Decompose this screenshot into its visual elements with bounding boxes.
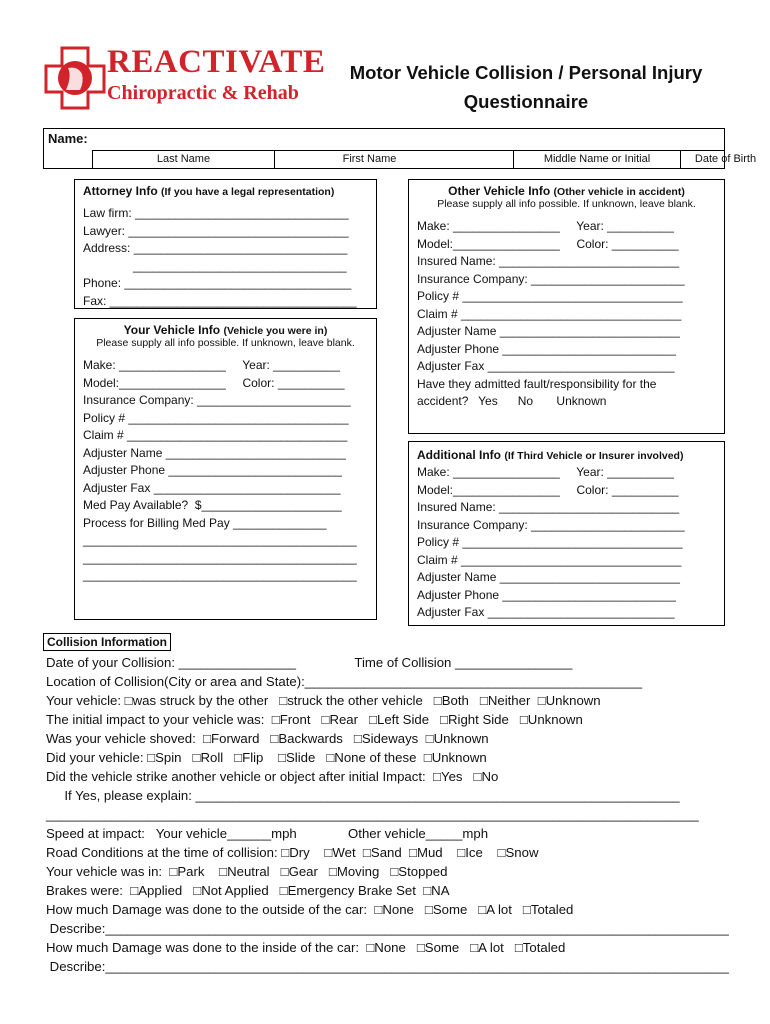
attorney-heading-text: Attorney Info: [83, 184, 158, 198]
other-vehicle-fields[interactable]: [417, 218, 718, 411]
attorney-heading-note: (If you have a legal representation): [161, 186, 335, 198]
other-vehicle-heading-note: (Other vehicle in accident): [553, 186, 685, 198]
title-line-2: Questionnaire: [463, 91, 589, 112]
additional-line[interactable]: Adjuster Fax ____________________________: [417, 605, 675, 619]
additional-line[interactable]: Insured Name: ___________________________: [417, 500, 680, 514]
name-label: Name:: [48, 131, 88, 146]
logo: [44, 44, 326, 114]
dob-label: Date of Birth: [680, 151, 770, 169]
your-vehicle-line[interactable]: Adjuster Fax ____________________________: [83, 480, 341, 495]
other-vehicle-line[interactable]: Policy # _________________________________: [417, 289, 683, 303]
outside-damage-describe[interactable]: Describe:_____________________________________________________________________________________: [46, 921, 729, 936]
additional-line[interactable]: Adjuster Name ___________________________: [417, 570, 680, 584]
last-name-label: Last Name: [92, 151, 274, 169]
additional-heading-note: (If Third Vehicle or Insurer involved): [504, 450, 684, 462]
attorney-line[interactable]: Fax: _____________________________________: [83, 293, 357, 308]
logo-subtitle: Chiropractic & Rehab: [107, 82, 299, 104]
your-vehicle-heading-note: (Vehicle you were in): [223, 325, 328, 337]
vehicle-state-options[interactable]: Your vehicle was in: □Park □Neutral □Gear □Moving □Stopped: [46, 864, 448, 879]
inside-damage-describe[interactable]: Describe:_____________________________________________________________________________________: [46, 959, 729, 974]
additional-fields[interactable]: [417, 464, 718, 622]
your-vehicle-fields[interactable]: [83, 357, 370, 585]
your-vehicle-line[interactable]: Claim # _________________________________: [83, 428, 348, 442]
secondary-impact-options[interactable]: Did the vehicle strike another vehicle or object after initial Impact: □Yes □No: [46, 769, 499, 784]
additional-heading-text: Additional Info: [417, 448, 501, 462]
other-vehicle-line[interactable]: Insurance Company: _______________________: [417, 271, 685, 286]
vehicle-motion-options[interactable]: Did your vehicle: □Spin □Roll □Flip □Slide □None of these □Unknown: [46, 750, 487, 765]
additional-line[interactable]: Make: ________________ Year: __________: [417, 465, 674, 479]
cross-logo-icon: [44, 46, 106, 110]
other-vehicle-heading: [409, 184, 724, 198]
collision-section-label: Collision Information: [43, 633, 171, 651]
your-vehicle-line[interactable]: Policy # _________________________________: [83, 410, 349, 425]
explain-line-2[interactable]: _________________________________________________________________________________________: [46, 807, 699, 822]
attorney-line[interactable]: Lawyer: _________________________________: [83, 223, 349, 238]
other-vehicle-line[interactable]: accident? Yes No Unknown: [417, 394, 607, 408]
vehicle-role-options[interactable]: Your vehicle: □was struck by the other □struck the other vehicle □Both □Neither □Unknown: [46, 693, 601, 708]
other-vehicle-box: [408, 179, 725, 434]
additional-line[interactable]: Policy # _________________________________: [417, 535, 683, 549]
additional-info-box: [408, 441, 725, 626]
logo-brand: REACTIVATE: [107, 44, 326, 80]
other-vehicle-line[interactable]: Adjuster Name ___________________________: [417, 324, 680, 338]
your-vehicle-line[interactable]: Model:________________ Color: __________: [83, 375, 345, 390]
your-vehicle-line[interactable]: Process for Billing Med Pay ______________: [83, 515, 327, 530]
road-conditions-options[interactable]: Road Conditions at the time of collision: □Dry □Wet □Sand □Mud □Ice □Snow: [46, 845, 539, 860]
attorney-fields[interactable]: [83, 205, 370, 310]
collision-location-line[interactable]: Location of Collision(City or area and State):______________________________________________: [46, 674, 643, 689]
additional-line[interactable]: Adjuster Phone __________________________: [417, 587, 676, 602]
your-vehicle-line[interactable]: Insurance Company: _______________________: [83, 393, 351, 407]
collision-date-time-line[interactable]: Date of your Collision: ________________ Time of Collision ________________: [46, 655, 573, 670]
your-vehicle-note: Please supply all info possible. If unknown, leave blank.: [96, 337, 355, 349]
page-title: [326, 58, 726, 116]
other-vehicle-heading-text: Other Vehicle Info: [448, 184, 551, 198]
inside-damage-options[interactable]: How much Damage was done to the inside of the car: □None □Some □A lot □Totaled: [46, 940, 566, 955]
additional-line[interactable]: Claim # _________________________________: [417, 552, 682, 567]
your-vehicle-line[interactable]: Adjuster Phone __________________________: [83, 463, 342, 477]
name-box: [43, 128, 757, 169]
attorney-line[interactable]: ________________________________: [83, 258, 347, 273]
attorney-heading: [83, 184, 334, 198]
attorney-line[interactable]: Address: ________________________________: [83, 241, 348, 255]
your-vehicle-line[interactable]: Make: ________________ Year: __________: [83, 358, 340, 372]
attorney-line[interactable]: Law firm: ________________________________: [83, 206, 349, 220]
brakes-options[interactable]: Brakes were: □Applied □Not Applied □Emergency Brake Set □NA: [46, 883, 450, 898]
your-vehicle-line[interactable]: Med Pay Available? $_____________________: [83, 498, 342, 512]
your-vehicle-line[interactable]: _________________________________________: [83, 568, 357, 582]
name-field-row[interactable]: [92, 150, 757, 169]
attorney-info-box: [74, 179, 377, 309]
other-vehicle-line[interactable]: Adjuster Fax ____________________________: [417, 359, 675, 373]
other-vehicle-line[interactable]: Claim # _________________________________: [417, 306, 682, 321]
additional-line[interactable]: Insurance Company: _______________________: [417, 517, 685, 532]
attorney-line[interactable]: Phone: __________________________________: [83, 276, 352, 290]
other-vehicle-line[interactable]: Make: ________________ Year: __________: [417, 219, 674, 233]
middle-name-label: Middle Name or Initial: [513, 151, 680, 169]
additional-line[interactable]: Model:________________ Color: __________: [417, 482, 679, 497]
impact-side-options[interactable]: The initial impact to your vehicle was: □Front □Rear □Left Side □Right Side □Unknown: [46, 712, 583, 727]
explain-line[interactable]: If Yes, please explain: __________________________________________________________________: [46, 788, 680, 803]
your-vehicle-heading: [75, 323, 376, 337]
other-vehicle-line[interactable]: Adjuster Phone __________________________: [417, 341, 676, 356]
speed-line[interactable]: Speed at impact: Your vehicle______mph Other vehicle_____mph: [46, 826, 489, 841]
outside-damage-options[interactable]: How much Damage was done to the outside of the car: □None □Some □A lot □Totaled: [46, 902, 574, 917]
your-vehicle-heading-text: Your Vehicle Info: [123, 323, 221, 337]
shoved-options[interactable]: Was your vehicle shoved: □Forward □Backwards □Sideways □Unknown: [46, 731, 489, 746]
your-vehicle-line[interactable]: _________________________________________: [83, 550, 357, 565]
first-name-label: First Name: [274, 151, 464, 169]
your-vehicle-line[interactable]: Adjuster Name ___________________________: [83, 445, 346, 460]
other-vehicle-line[interactable]: Model:________________ Color: __________: [417, 236, 679, 251]
other-vehicle-note: Please supply all info possible. If unknown, leave blank.: [437, 198, 696, 210]
title-line-1: Motor Vehicle Collision / Personal Injury: [349, 62, 703, 83]
additional-heading: [417, 448, 683, 462]
your-vehicle-line[interactable]: _________________________________________: [83, 533, 357, 547]
other-vehicle-line: Have they admitted fault/responsibility for the: [417, 376, 657, 391]
other-vehicle-line[interactable]: Insured Name: ___________________________: [417, 254, 680, 268]
your-vehicle-box: [74, 318, 377, 620]
